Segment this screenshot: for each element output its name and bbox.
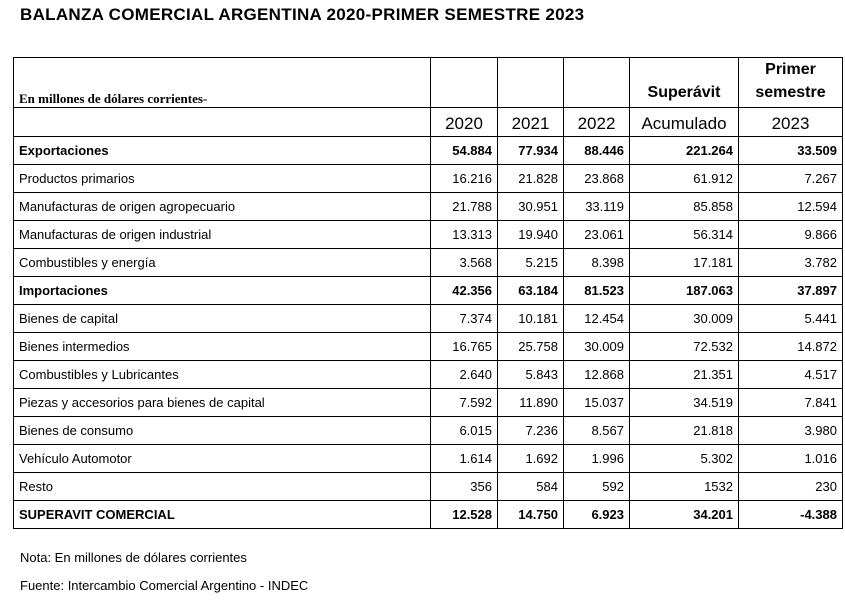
cell-acumulado: 5.302 <box>630 445 739 473</box>
cell-acumulado: 34.201 <box>630 501 739 529</box>
cell-acumulado: 56.314 <box>630 221 739 249</box>
cell-2020: 54.884 <box>431 137 498 165</box>
cell-2022: 8.398 <box>564 249 630 277</box>
cell-2022: 81.523 <box>564 277 630 305</box>
cell-2021: 21.828 <box>498 165 564 193</box>
cell-acumulado: 17.181 <box>630 249 739 277</box>
cell-acumulado: 1532 <box>630 473 739 501</box>
table-row <box>14 137 843 165</box>
table-row <box>14 193 843 221</box>
table-row <box>14 221 843 249</box>
cell-semestre: 3.980 <box>739 417 843 445</box>
header-empty-2022 <box>564 58 630 108</box>
table-note: Nota: En millones de dólares corrientes <box>20 550 247 565</box>
row-label: SUPERAVIT COMERCIAL <box>14 501 431 529</box>
row-label: Bienes de consumo <box>14 417 431 445</box>
cell-acumulado: 34.519 <box>630 389 739 417</box>
table-row <box>14 473 843 501</box>
cell-2022: 592 <box>564 473 630 501</box>
cell-2022: 15.037 <box>564 389 630 417</box>
header-superavit: Superávit <box>630 58 739 108</box>
row-label: Bienes intermedios <box>14 333 431 361</box>
cell-acumulado: 21.818 <box>630 417 739 445</box>
cell-2020: 42.356 <box>431 277 498 305</box>
cell-acumulado: 30.009 <box>630 305 739 333</box>
header-empty-2021 <box>498 58 564 108</box>
header-empty-label <box>14 108 431 137</box>
cell-semestre: -4.388 <box>739 501 843 529</box>
cell-2021: 77.934 <box>498 137 564 165</box>
cell-2022: 12.868 <box>564 361 630 389</box>
cell-2021: 11.890 <box>498 389 564 417</box>
header-primer-semestre <box>739 58 843 108</box>
cell-2020: 12.528 <box>431 501 498 529</box>
cell-2020: 3.568 <box>431 249 498 277</box>
cell-2022: 8.567 <box>564 417 630 445</box>
cell-2022: 88.446 <box>564 137 630 165</box>
cell-2020: 13.313 <box>431 221 498 249</box>
header-empty-2020 <box>431 58 498 108</box>
cell-acumulado: 85.858 <box>630 193 739 221</box>
row-label: Combustibles y Lubricantes <box>14 361 431 389</box>
cell-2020: 6.015 <box>431 417 498 445</box>
cell-2021: 25.758 <box>498 333 564 361</box>
header-2023: 2023 <box>739 108 843 137</box>
table-row <box>14 361 843 389</box>
cell-acumulado: 187.063 <box>630 277 739 305</box>
header-row-bottom <box>14 108 843 137</box>
row-label: Vehículo Automotor <box>14 445 431 473</box>
row-label: Productos primarios <box>14 165 431 193</box>
header-primer: Primer <box>765 61 816 78</box>
trade-balance-table <box>13 57 843 529</box>
table-source: Fuente: Intercambio Comercial Argentino - INDEC <box>20 578 309 593</box>
cell-2021: 14.750 <box>498 501 564 529</box>
cell-2021: 5.843 <box>498 361 564 389</box>
cell-acumulado: 72.532 <box>630 333 739 361</box>
cell-2020: 1.614 <box>431 445 498 473</box>
header-semestre: semestre <box>755 84 826 101</box>
table-row <box>14 501 843 529</box>
table-row <box>14 165 843 193</box>
cell-2021: 5.215 <box>498 249 564 277</box>
cell-semestre: 230 <box>739 473 843 501</box>
table-row <box>14 277 843 305</box>
cell-2021: 1.692 <box>498 445 564 473</box>
header-2021: 2021 <box>498 108 564 137</box>
table-row <box>14 333 843 361</box>
header-acumulado: Acumulado <box>630 108 739 137</box>
cell-2021: 10.181 <box>498 305 564 333</box>
cell-acumulado: 221.264 <box>630 137 739 165</box>
cell-2022: 23.868 <box>564 165 630 193</box>
cell-acumulado: 61.912 <box>630 165 739 193</box>
cell-semestre: 33.509 <box>739 137 843 165</box>
cell-2022: 12.454 <box>564 305 630 333</box>
cell-semestre: 5.441 <box>739 305 843 333</box>
row-label: Bienes de capital <box>14 305 431 333</box>
row-label: Manufacturas de origen industrial <box>14 221 431 249</box>
page-title: BALANZA COMERCIAL ARGENTINA 2020-PRIMER SEMESTRE 2023 <box>20 5 585 24</box>
cell-2021: 7.236 <box>498 417 564 445</box>
table-row <box>14 389 843 417</box>
cell-2020: 7.592 <box>431 389 498 417</box>
table-row <box>14 305 843 333</box>
cell-semestre: 7.841 <box>739 389 843 417</box>
cell-2021: 584 <box>498 473 564 501</box>
row-label: Manufacturas de origen agropecuario <box>14 193 431 221</box>
cell-semestre: 37.897 <box>739 277 843 305</box>
cell-2022: 30.009 <box>564 333 630 361</box>
cell-2022: 23.061 <box>564 221 630 249</box>
cell-2021: 63.184 <box>498 277 564 305</box>
row-label: Resto <box>14 473 431 501</box>
cell-semestre: 4.517 <box>739 361 843 389</box>
header-2022: 2022 <box>564 108 630 137</box>
row-label: Importaciones <box>14 277 431 305</box>
row-label: Exportaciones <box>14 137 431 165</box>
cell-2020: 16.216 <box>431 165 498 193</box>
table-row <box>14 249 843 277</box>
cell-2020: 21.788 <box>431 193 498 221</box>
cell-acumulado: 21.351 <box>630 361 739 389</box>
header-2020: 2020 <box>431 108 498 137</box>
cell-2020: 7.374 <box>431 305 498 333</box>
cell-semestre: 1.016 <box>739 445 843 473</box>
cell-2022: 1.996 <box>564 445 630 473</box>
table-row <box>14 445 843 473</box>
row-label: Piezas y accesorios para bienes de capital <box>14 389 431 417</box>
table-row <box>14 417 843 445</box>
cell-2022: 6.923 <box>564 501 630 529</box>
cell-2021: 30.951 <box>498 193 564 221</box>
cell-2020: 16.765 <box>431 333 498 361</box>
cell-semestre: 12.594 <box>739 193 843 221</box>
row-label: Combustibles y energía <box>14 249 431 277</box>
cell-semestre: 14.872 <box>739 333 843 361</box>
cell-2020: 356 <box>431 473 498 501</box>
unit-label: En millones de dólares corrientes- <box>14 58 431 108</box>
cell-2021: 19.940 <box>498 221 564 249</box>
cell-semestre: 3.782 <box>739 249 843 277</box>
cell-2022: 33.119 <box>564 193 630 221</box>
header-row-top <box>14 58 843 108</box>
cell-semestre: 7.267 <box>739 165 843 193</box>
cell-2020: 2.640 <box>431 361 498 389</box>
cell-semestre: 9.866 <box>739 221 843 249</box>
